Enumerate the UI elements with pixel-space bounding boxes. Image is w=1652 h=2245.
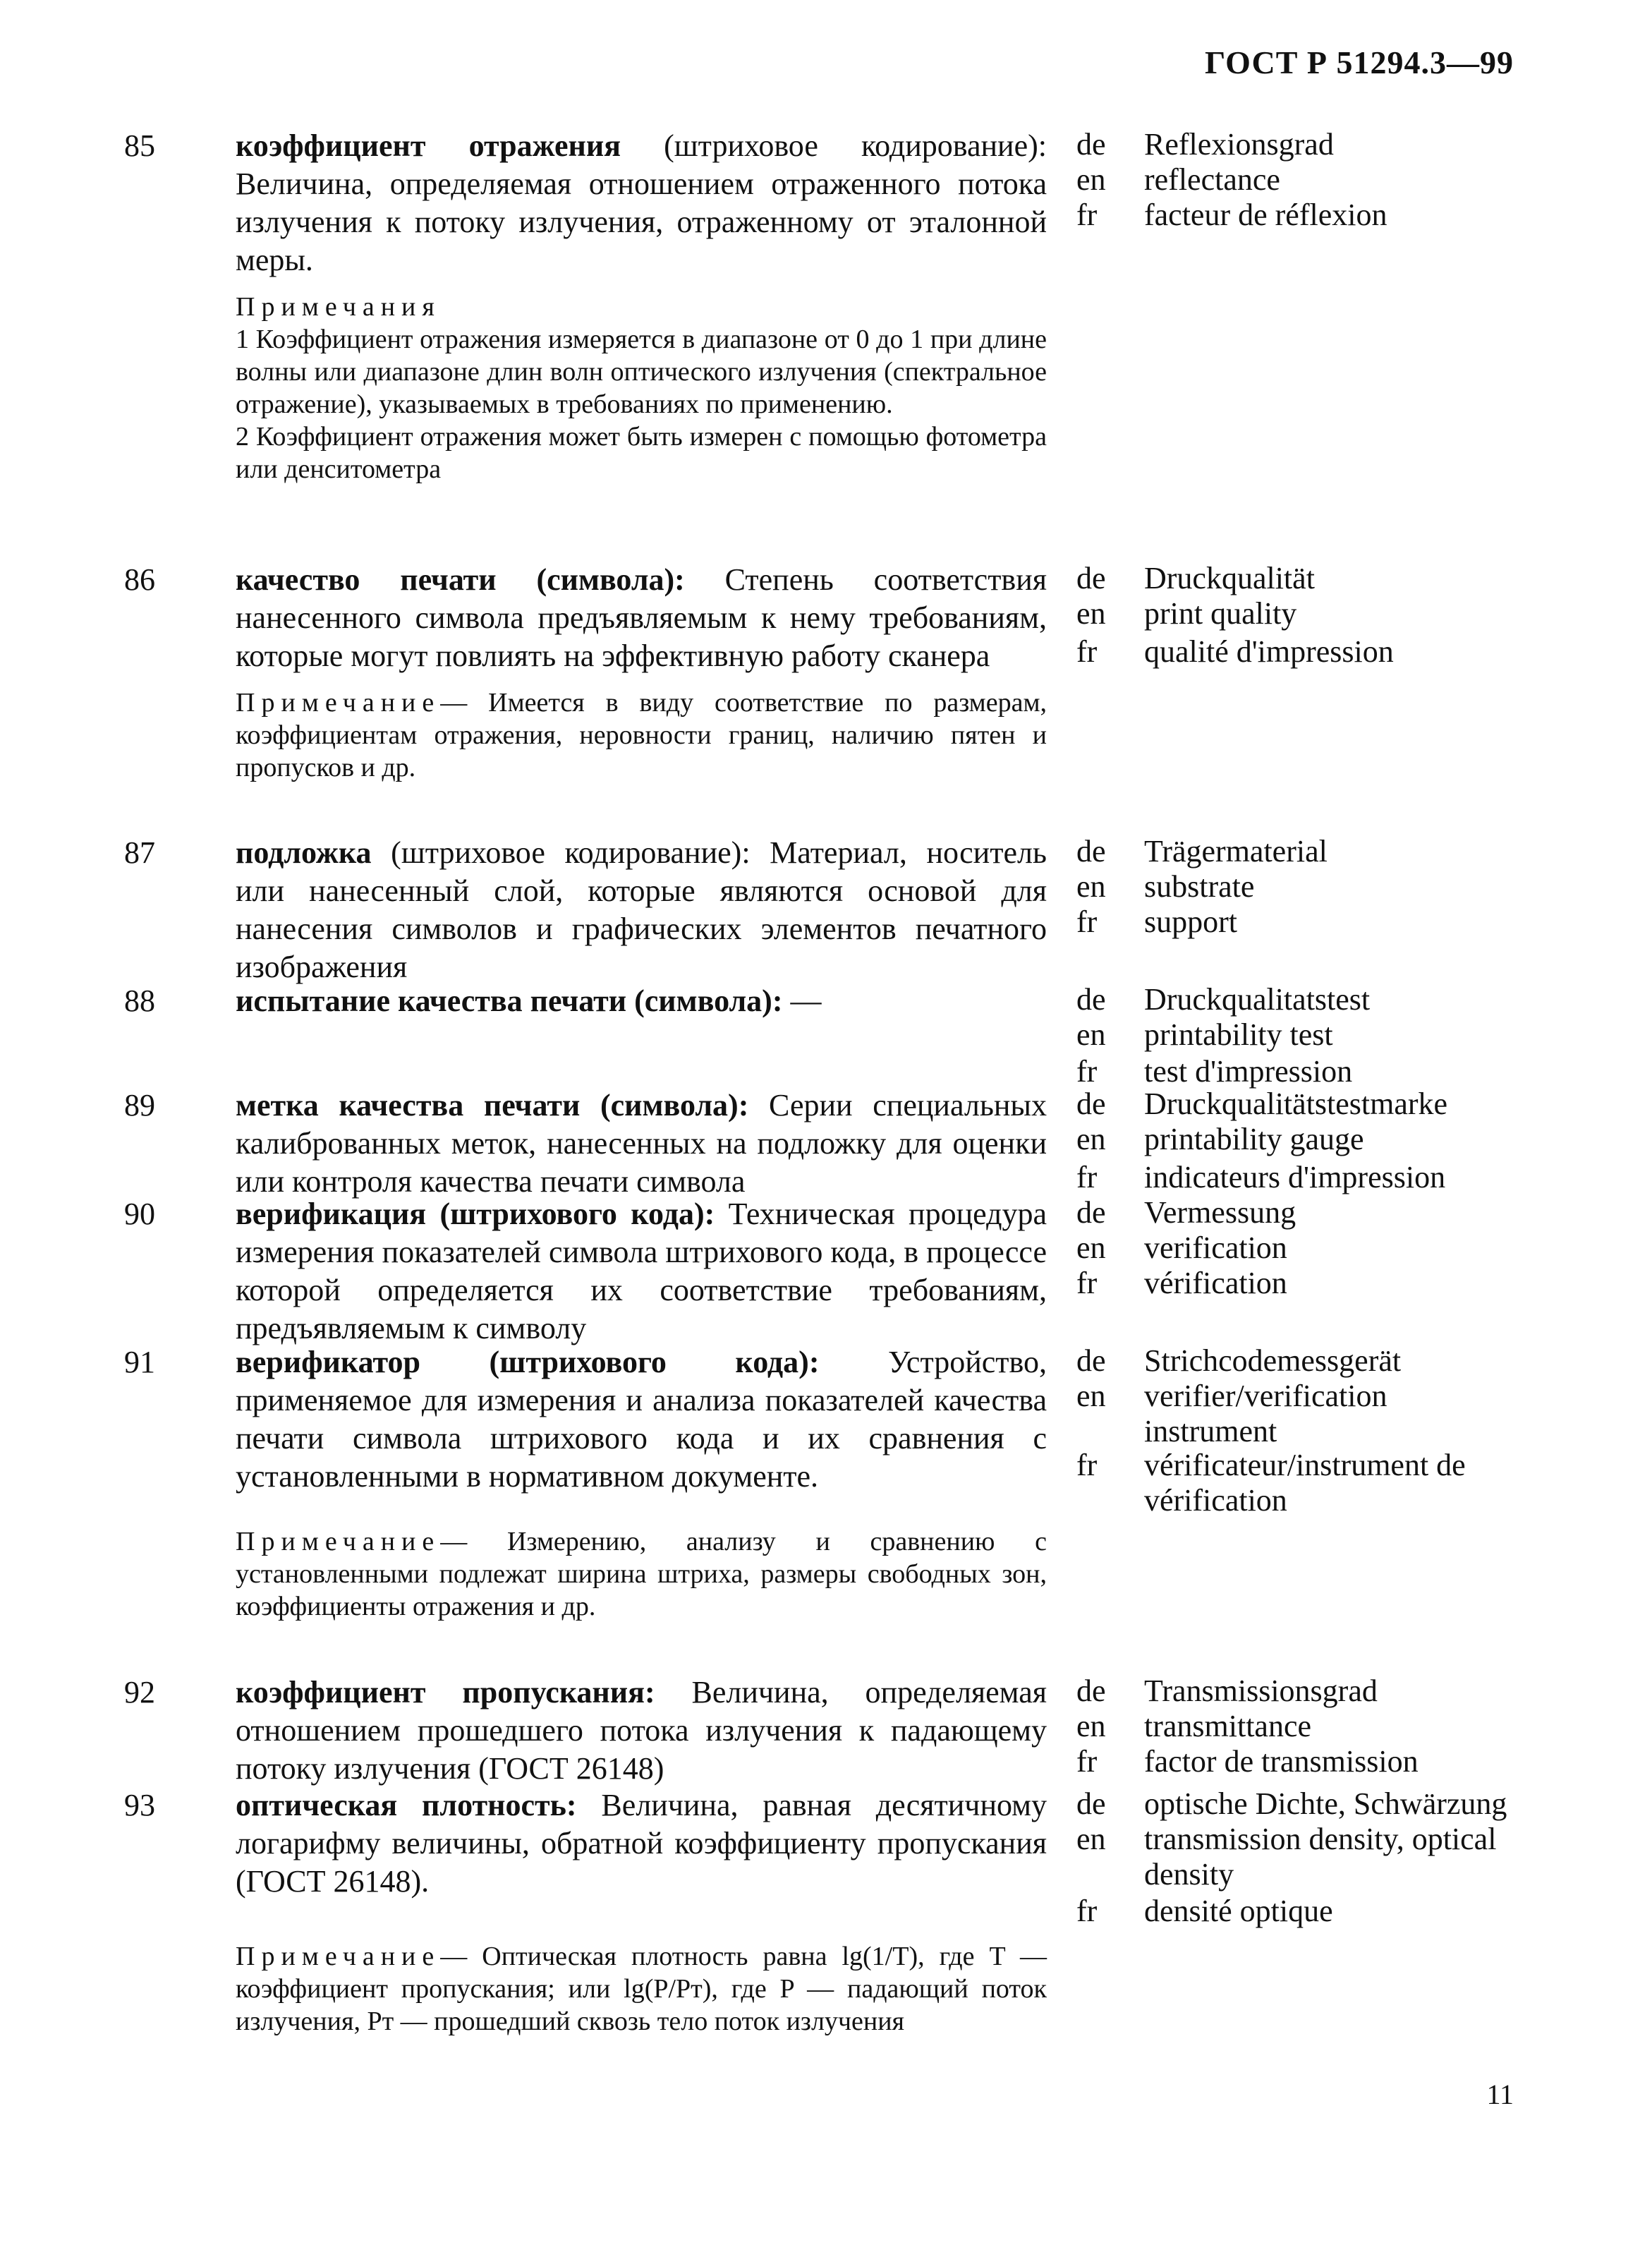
translation-en: [1076, 162, 1525, 198]
lang-code: de: [1076, 834, 1106, 869]
lang-code: de: [1076, 561, 1106, 595]
translation-fr: [1076, 1448, 1525, 1518]
definition-text: Устройство, применяемое для измерения и анализа показателей качества печати символа штрихового кода и их сравнения с установленными в нормативном документе.: [236, 1345, 1047, 1494]
entry-definition: [236, 1674, 1047, 1788]
lang-term: transmittance: [1144, 1709, 1312, 1743]
lang-term: Vermessung: [1144, 1195, 1296, 1230]
lang-term: densité optique: [1144, 1894, 1333, 1928]
translation-de: [1076, 561, 1525, 596]
lang-term: printability test: [1144, 1017, 1333, 1052]
lang-term: test d'impression: [1144, 1054, 1353, 1089]
lang-code: en: [1076, 1379, 1106, 1413]
note-line: 1 Коэффициент отражения измеряется в диапазоне от 0 до 1 при длине волны или диапазоне длин волн оптического излучения (спектральное отражение), указываемых в требованиях по применению.: [236, 325, 1047, 419]
translation-fr: [1076, 634, 1525, 670]
note-heading: Примечания: [236, 292, 441, 322]
document-header: ГОСТ Р 51294.3—99: [1205, 44, 1514, 80]
lang-code: de: [1076, 982, 1106, 1017]
lang-code: de: [1076, 1195, 1106, 1230]
lang-code: en: [1076, 869, 1106, 904]
term-title: испытание качества печати (символа):: [236, 984, 783, 1018]
lang-term: Druckqualität: [1144, 561, 1315, 595]
translation-en: [1076, 1017, 1525, 1053]
translation-de: [1076, 1674, 1525, 1709]
translation-en: [1076, 1122, 1525, 1157]
lang-term: transmission density, optical density: [1144, 1822, 1497, 1892]
lang-code: fr: [1076, 1054, 1098, 1089]
entry-number: 90: [124, 1197, 155, 1231]
entry-number: 87: [124, 835, 155, 870]
lang-term: Druckqualitatstest: [1144, 982, 1371, 1017]
term-title: оптическая плотность:: [236, 1788, 577, 1822]
lang-term: Strichcodemessgerät: [1144, 1343, 1402, 1378]
lang-term: printability gauge: [1144, 1122, 1364, 1156]
translation-de: [1076, 982, 1525, 1017]
lang-code: fr: [1076, 634, 1098, 669]
note-heading: Примечание: [236, 1942, 441, 1971]
term-title: метка качества печати (символа):: [236, 1088, 749, 1122]
lang-code: fr: [1076, 1744, 1098, 1779]
definition-text: Степень соответствия нанесенного символа предъявляемым к нему требованиям, которые могут повлиять на эффективную работу сканера: [236, 562, 1047, 673]
translation-fr: [1076, 1266, 1525, 1301]
entry-definition: [236, 982, 1047, 1020]
entry-definition: [236, 1786, 1047, 1901]
lang-term: substrate: [1144, 869, 1255, 904]
translation-de: [1076, 834, 1525, 869]
note-text: — Оптическая плотность равна lg(1/T), где T — коэффициент пропускания; или lg(P/Pт), где P — падающий поток излучения, Pт — прошедший сквозь тело поток излучения: [236, 1942, 1047, 2036]
lang-code: en: [1076, 1822, 1106, 1856]
note-heading: Примечание: [236, 688, 441, 718]
lang-code: fr: [1076, 1448, 1098, 1482]
lang-code: fr: [1076, 1894, 1098, 1928]
lang-term: verifier/verification instrument: [1144, 1379, 1387, 1448]
note-line: 2 Коэффициент отражения может быть измерен с помощью фотометра или денситометра: [236, 422, 1047, 484]
entry-definition: [236, 1087, 1047, 1201]
lang-term: Trägermaterial: [1144, 834, 1328, 869]
term-title: верификация (штрихового кода):: [236, 1197, 715, 1231]
translation-fr: [1076, 1894, 1525, 1929]
entry-note: [236, 1525, 1047, 1623]
lang-term: Transmissionsgrad: [1144, 1674, 1378, 1708]
translation-fr: [1076, 904, 1525, 940]
lang-code: en: [1076, 1017, 1106, 1052]
lang-term: support: [1144, 904, 1237, 939]
entry-definition: [236, 1195, 1047, 1348]
definition-text: (штриховое кодирование): Величина, определяемая отношением отраженного потока излучения к потоку излучения, отраженному от эталонной меры.: [236, 128, 1047, 277]
term-title: качество печати (символа):: [236, 562, 685, 597]
translation-de: [1076, 1087, 1525, 1122]
translation-en: [1076, 1822, 1525, 1892]
translation-fr: [1076, 1054, 1525, 1089]
lang-code: fr: [1076, 904, 1098, 939]
entry-definition: [236, 561, 1047, 675]
note-text: — Имеется в виду соответствие по размерам, коэффициентам отражения, неровности границ, наличию пятен и пропусков и др.: [236, 688, 1047, 782]
translation-fr: [1076, 1160, 1525, 1195]
entry-definition: [236, 127, 1047, 279]
page-number: 11: [1486, 2078, 1514, 2110]
lang-term: vérificateur/instrument de vérification: [1144, 1448, 1466, 1518]
lang-code: fr: [1076, 198, 1098, 232]
lang-code: en: [1076, 596, 1106, 631]
lang-term: vérification: [1144, 1266, 1287, 1300]
lang-term: qualité d'impression: [1144, 634, 1394, 669]
entry-number: 92: [124, 1675, 155, 1710]
lang-term: facteur de réflexion: [1144, 198, 1387, 232]
translation-de: [1076, 1786, 1525, 1822]
entry-number: 86: [124, 562, 155, 597]
translation-en: [1076, 1379, 1525, 1449]
entry-note: [236, 1940, 1047, 2038]
translation-en: [1076, 1709, 1525, 1744]
translation-en: [1076, 869, 1525, 904]
definition-text: Серии специальных калиброванных меток, нанесенных на подложку для оценки или контроля качества печати символа: [236, 1088, 1047, 1199]
lang-term: reflectance: [1144, 162, 1280, 197]
entry-note: [236, 291, 1047, 485]
term-title: коэффициент пропускания:: [236, 1675, 655, 1710]
entry-definition: [236, 1343, 1047, 1496]
translation-de: [1076, 1195, 1525, 1230]
entry-number: 93: [124, 1788, 155, 1822]
lang-code: de: [1076, 1087, 1106, 1121]
lang-term: indicateurs d'impression: [1144, 1160, 1446, 1194]
lang-code: en: [1076, 1230, 1106, 1265]
lang-term: print quality: [1144, 596, 1297, 631]
entry-definition: [236, 834, 1047, 986]
lang-code: de: [1076, 127, 1106, 162]
lang-code: de: [1076, 1674, 1106, 1708]
lang-code: fr: [1076, 1266, 1098, 1300]
lang-code: en: [1076, 1709, 1106, 1743]
definition-text: Величина, определяемая отношением прошедшего потока излучения к падающему потоку излучения (ГОСТ 26148): [236, 1675, 1047, 1786]
translation-en: [1076, 1230, 1525, 1266]
translation-de: [1076, 1343, 1525, 1379]
term-title: подложка: [236, 835, 372, 870]
translation-fr: [1076, 1744, 1525, 1779]
lang-code: en: [1076, 1122, 1106, 1156]
lang-term: verification: [1144, 1230, 1287, 1265]
definition-text: Величина, равная десятичному логарифму величины, обратной коэффициенту пропускания (ГОСТ 26148).: [236, 1788, 1047, 1899]
note-text: — Измерению, анализу и сравнению с установленными подлежат ширина штриха, размеры свободных зон, коэффициенты отражения и др.: [236, 1527, 1047, 1621]
entry-number: 85: [124, 128, 155, 163]
entry-number: 91: [124, 1345, 155, 1379]
definition-text: Техническая процедура измерения показателей символа штрихового кода, в процессе которой определяется их соответствие требованиям, предъявляемым к символу: [236, 1197, 1047, 1345]
definition-text: (штриховое кодирование): Материал, носитель или нанесенный слой, которые являются основой для нанесения символов и графических элементов печатного изображения: [236, 835, 1047, 984]
term-title: верификатор (штрихового кода):: [236, 1345, 820, 1379]
entry-number: 88: [124, 984, 155, 1018]
translation-en: [1076, 596, 1525, 631]
definition-text: —: [782, 984, 822, 1018]
entry-number: 89: [124, 1088, 155, 1122]
lang-term: Druckqualitätstestmarke: [1144, 1087, 1448, 1121]
lang-term: factor de transmission: [1144, 1744, 1419, 1779]
term-title: коэффициент отражения: [236, 128, 621, 163]
entry-note: [236, 686, 1047, 784]
lang-term: Reflexionsgrad: [1144, 127, 1334, 162]
lang-code: de: [1076, 1343, 1106, 1378]
lang-code: en: [1076, 162, 1106, 197]
translation-fr: [1076, 198, 1525, 233]
lang-term: optische Dichte, Schwärzung: [1144, 1786, 1507, 1821]
translation-de: [1076, 127, 1525, 162]
lang-code: de: [1076, 1786, 1106, 1821]
lang-code: fr: [1076, 1160, 1098, 1194]
note-heading: Примечание: [236, 1527, 441, 1556]
